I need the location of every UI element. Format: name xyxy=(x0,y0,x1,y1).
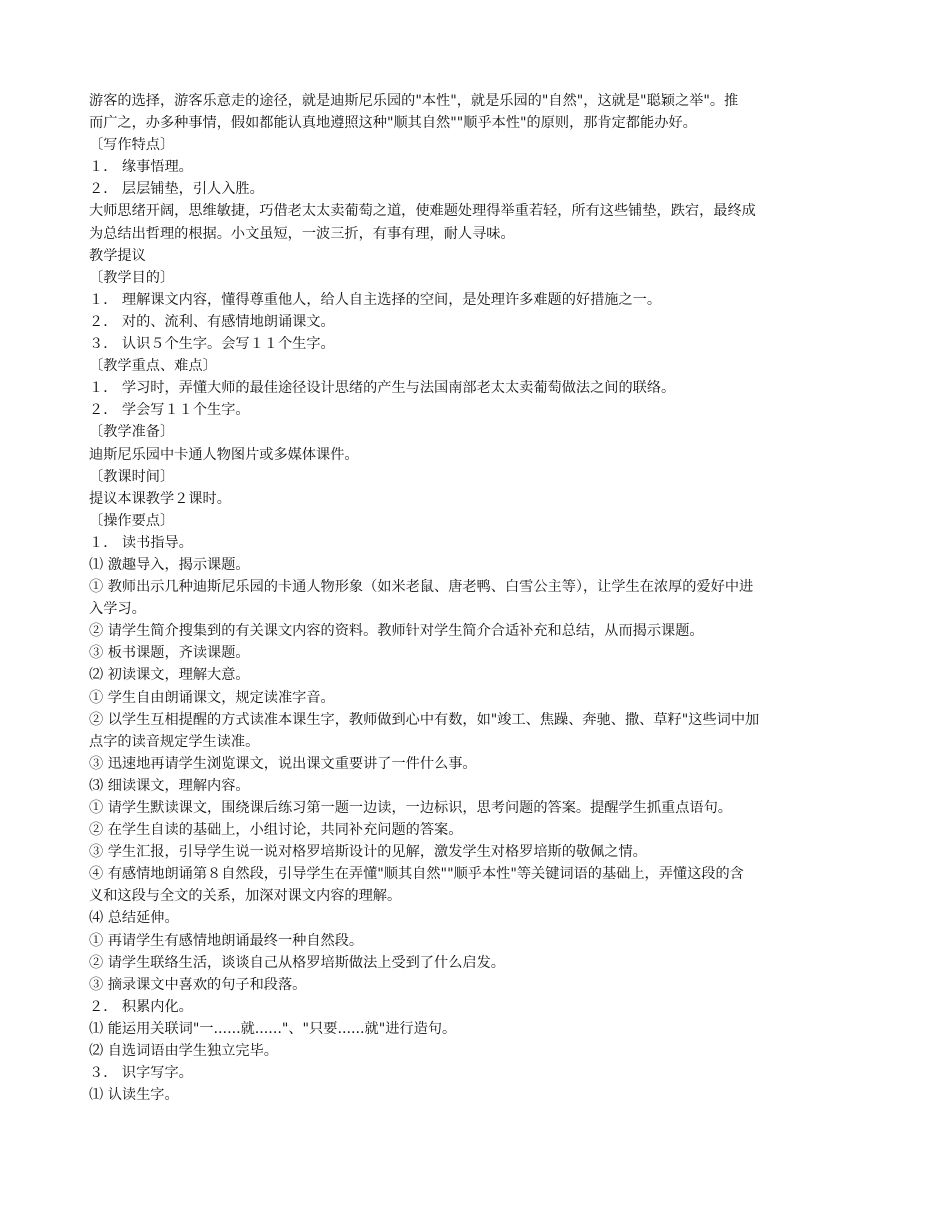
list-item: １． 理解课文内容，懂得尊重他人，给人自主选择的空间，是处理许多难题的好措施之一。 xyxy=(89,291,662,308)
sub-list-item: ⑵ 自选词语由学生独立完毕。 xyxy=(89,1043,278,1060)
sub-list-item: ② 请学生联络生活，谈谈自己从格罗培斯做法上受到了什么启发。 xyxy=(89,954,505,971)
sub-list-item: ⑷ 总结延伸。 xyxy=(89,910,179,927)
sub-list-item: ④ 有感情地朗诵第８自然段，引导学生在弄懂"顺其自然""顺乎本性"等关键词语的基础上，弄懂这段的含 xyxy=(89,866,744,883)
section-title: 教学提议 xyxy=(89,247,146,264)
section-heading: 〔教学重点、难点〕 xyxy=(89,358,217,375)
list-item: １． 缘事悟理。 xyxy=(89,159,193,176)
section-heading: 〔教课时间〕 xyxy=(89,468,175,485)
sub-list-item: ③ 学生汇报，引导学生说一说对格罗培斯设计的见解，激发学生对格罗培斯的敬佩之情。 xyxy=(89,844,647,861)
list-item: ３． 识字写字。 xyxy=(89,1065,193,1082)
text-line: 而广之，办多种事情，假如都能认真地遵照这种"顺其自然""顺乎本性"的原则，那肯定都能办好。 xyxy=(89,115,697,132)
sub-list-item: ② 在学生自读的基础上，小组讨论，共同补充问题的答案。 xyxy=(89,822,463,839)
text-line: 游客的选择，游客乐意走的途径，就是迪斯尼乐园的"本性"，就是乐园的"自然"，这就是"聪颖之举"。推 xyxy=(89,93,739,109)
sub-list-item: ② 以学生互相提醒的方式读准本课生字，教师做到心中有数，如"竣工、焦躁、奔驰、撒、草籽"这些词中加 xyxy=(89,711,760,728)
list-item: １． 读书指导。 xyxy=(89,534,193,551)
text-line: 迪斯尼乐园中卡通人物图片或多媒体课件。 xyxy=(89,446,359,463)
sub-list-item: ① 再请学生有感情地朗诵最终一种自然段。 xyxy=(89,932,364,949)
sub-list-item: ② 请学生简介搜集到的有关课文内容的资料。教师针对学生简介合适补充和总结，从而揭示课题。 xyxy=(89,623,704,640)
section-heading: 〔教学目的〕 xyxy=(89,269,175,286)
document-page xyxy=(89,90,864,1106)
sub-list-item: ① 请学生默读课文，围绕课后练习第一题一边读，一边标识，思考问题的答案。提醒学生抓重点语句。 xyxy=(89,800,732,816)
section-heading: 〔写作特点〕 xyxy=(89,137,175,154)
sub-list-item: ⑴ 认读生字。 xyxy=(89,1087,179,1104)
list-item: ３． 认识５个生字。会写１１个生字。 xyxy=(89,336,335,353)
sub-list-item: ③ 板书课题，齐读课题。 xyxy=(89,645,250,662)
sub-list-item: ① 学生自由朗诵课文，规定读准字音。 xyxy=(89,689,335,706)
text-line: 义和这段与全文的关系，加深对课文内容的理解。 xyxy=(89,888,402,905)
sub-list-item: ⑴ 激趣导入，揭示课题。 xyxy=(89,556,250,573)
sub-list-item: ① 教师出示几种迪斯尼乐园的卡通人物形象（如米老鼠、唐老鸭、白雪公主等），让学生在浓厚的爱好中进 xyxy=(89,579,754,596)
text-line: 点字的读音规定学生读准。 xyxy=(89,733,260,750)
sub-list-item: ⑵ 初读课文，理解大意。 xyxy=(89,667,250,684)
list-item: ２． 对的、流利、有感情地朗诵课文。 xyxy=(89,313,335,330)
list-item: ２． 积累内化。 xyxy=(89,998,193,1015)
text-line: 为总结出哲理的根据。小文虽短，一波三折，有事有理，耐人寻味。 xyxy=(89,225,515,242)
text-line: 大师思绪开阔，思维敏捷，巧借老太太卖葡萄之道，使难题处理得举重若轻，所有这些铺垫，跌宕，最终成 xyxy=(89,203,756,220)
section-heading: 〔操作要点〕 xyxy=(89,512,175,529)
list-item: １． 学习时，弄懂大师的最佳途径设计思绪的产生与法国南部老太太卖葡萄做法之间的联络。 xyxy=(89,380,676,397)
sub-list-item: ⑶ 细读课文，理解内容。 xyxy=(89,777,250,794)
sub-list-item: ③ 摘录课文中喜欢的句子和段落。 xyxy=(89,976,307,993)
sub-list-item: ⑴ 能运用关联词"一......就......"、"只要......就"进行造句。 xyxy=(89,1020,457,1037)
sub-list-item: ③ 迅速地再请学生浏览课文，说出课文重要讲了一件什么事。 xyxy=(89,755,477,772)
list-item: ２． 层层铺垫，引人入胜。 xyxy=(89,181,264,198)
section-heading: 〔教学准备〕 xyxy=(89,424,175,441)
text-line: 入学习。 xyxy=(89,601,146,618)
list-item: ２． 学会写１１个生字。 xyxy=(89,402,250,419)
text-line: 提议本课教学２课时。 xyxy=(89,490,231,507)
